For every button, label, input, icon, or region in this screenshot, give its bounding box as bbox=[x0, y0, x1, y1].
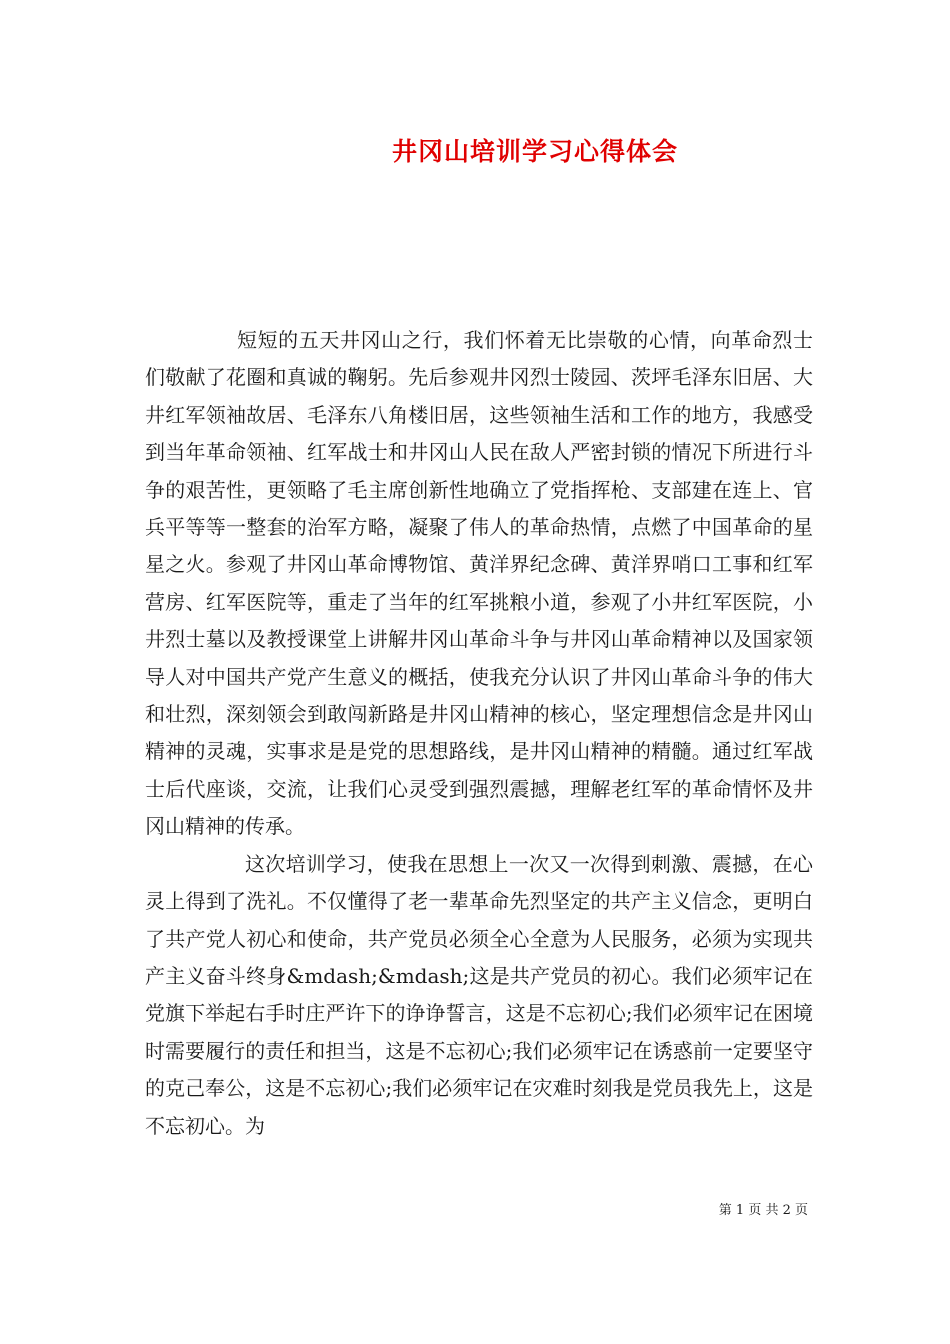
page-number-footer: 第 1 页 共 2 页 bbox=[718, 1203, 808, 1218]
paragraph-2: 这次培训学习，使我在思想上一次又一次得到刺激、震撼，在心灵上得到了洗礼。不仅懂得了老一辈革命先烈坚定的共产主义信念，更明白了共产党人初心和使命，共产党员必须全心全意为人民服务，必须为实现共产主义奋斗终身&mdash;&mdash;这是共产党员的初心。我们必须牢记在党旗下举起右手时庄严许下的诤诤誓言，这是不忘初心;我们必须牢记在困境时需要履行的责任和担当，这是不忘初心;我们必须牢记在诱惑前一定要坚守的克己奉公，这是不忘初心;我们必须牢记在灾难时刻我是党员我先上，这是不忘初心。为 bbox=[145, 851, 813, 1138]
document-title: 井冈山培训学习心得体会 bbox=[391, 137, 678, 166]
document-body bbox=[145, 322, 813, 1145]
paragraph-1: 短短的五天井冈山之行，我们怀着无比崇敬的心情，向革命烈士们敬献了花圈和真诚的鞠躬。先后参观井冈烈士陵园、茨坪毛泽东旧居、大井红军领袖故居、毛泽东八角楼旧居，这些领袖生活和工作的地方，我感受到当年革命领袖、红军战士和井冈山人民在敌人严密封锁的情况下所进行斗争的艰苦性，更领略了毛主席创新性地确立了党指挥枪、支部建在连上、官兵平等等一整套的治军方略，凝聚了伟人的革命热情，点燃了中国革命的星星之火。参观了井冈山革命博物馆、黄洋界纪念碑、黄洋界哨口工事和红军营房、红军医院等，重走了当年的红军挑粮小道，参观了小井红军医院，小井烈士墓以及教授课堂上讲解井冈山革命斗争与井冈山革命精神以及国家领导人对中国共产党产生意义的概括，使我充分认识了井冈山革命斗争的伟大和壮烈，深刻领会到敢闯新路是井冈山精神的核心，坚定理想信念是井冈山精神的灵魂，实事求是是党的思想路线，是井冈山精神的精髓。通过红军战士后代座谈，交流，让我们心灵受到强烈震撼，理解老红军的革命情怀及井冈山精神的传承。 bbox=[145, 328, 813, 839]
